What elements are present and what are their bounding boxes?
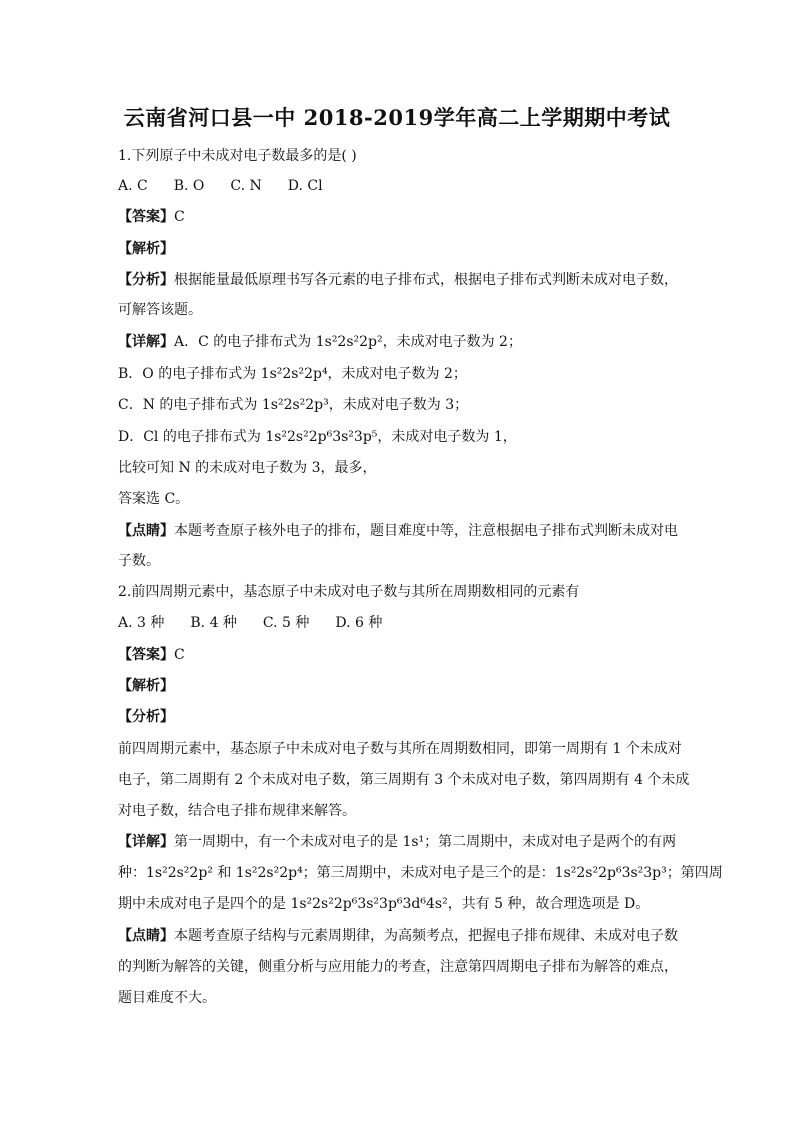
q2-option-b: B. 4 种 <box>190 615 237 631</box>
q2-option-a: A. 3 种 <box>118 615 165 631</box>
q1-compare: 比较可知 N 的未成对电子数为 3，最多， <box>118 460 377 476</box>
q2-dianjing-line-3: 题目难度不大。 <box>118 990 216 1006</box>
page-title: 云南省河口县一中 2018-2019学年高二上学期期中考试 <box>123 105 671 130</box>
q1-detail-a <box>118 332 522 352</box>
q1-options <box>118 176 349 196</box>
dianjing-tag: 【点睛】 <box>118 928 174 944</box>
q2-options <box>118 613 408 633</box>
q1-dianjing-line-2: 子数。 <box>118 553 160 569</box>
q2-jiexi-tag: 【解析】 <box>118 678 174 694</box>
q1-option-d: D. Cl <box>287 178 323 194</box>
q2-fenxi-line-2: 电子，第二周期有 2 个未成对电子数，第三周期有 3 个未成对电子数，第四周期有 4 个未成 <box>118 772 690 788</box>
q2-fenxi-tag: 【分析】 <box>118 709 174 725</box>
q1-jiexi-tag: 【解析】 <box>118 241 174 257</box>
q1-option-a: A. C <box>118 178 148 194</box>
q1-dianjing-line-1 <box>118 521 678 541</box>
q2-fenxi-line-1: 前四周期元素中，基态原子中未成对电子数与其所在周期数相同，即第一周期有 1 个未成对 <box>118 741 682 757</box>
q1-detail-d: D．Cl 的电子排布式为 1s²2s²2p⁶3s²3p⁵，未成对电子数为 1， <box>118 429 517 445</box>
q2-detail-line-1 <box>118 832 676 852</box>
q1-option-b: B. O <box>173 178 205 194</box>
xiangjie-tag: 【详解】 <box>118 334 174 350</box>
answer-tag: 【答案】 <box>118 209 174 225</box>
q2-fenxi-line-3: 对电子数，结合电子排布规律来解答。 <box>118 803 356 819</box>
q1-answer <box>118 207 185 227</box>
q1-option-c: C. N <box>230 178 262 194</box>
q2-option-c: C. 5 种 <box>262 615 310 631</box>
q2-dianjing-line-1 <box>118 926 678 946</box>
q1-fenxi-line-1 <box>118 270 678 290</box>
detail-text: A．C 的电子排布式为 1s²2s²2p²，未成对电子数为 2； <box>174 334 522 350</box>
q2-option-d: D. 6 种 <box>335 615 383 631</box>
q1-fenxi-line-2: 可解答该题。 <box>118 302 202 318</box>
dianjing-text: 本题考查原子结构与元素周期律，为高频考点，把握电子排布规律、未成对电子数 <box>174 928 678 944</box>
q1-detail-b: B．O 的电子排布式为 1s²2s²2p⁴，未成对电子数为 2； <box>118 366 467 382</box>
q2-question: 2.前四周期元素中，基态原子中未成对电子数与其所在周期数相同的元素有 <box>118 584 580 600</box>
fenxi-text: 根据能量最低原理书写各元素的电子排布式，根据电子排布式判断未成对电子数， <box>174 272 678 288</box>
dianjing-tag: 【点睛】 <box>118 523 174 539</box>
answer-value: C <box>174 647 185 663</box>
dianjing-text: 本题考查原子核外电子的排布，题目难度中等，注意根据电子排布式判断未成对电 <box>174 523 678 539</box>
q2-detail-line-3: 期中未成对电子是四个的是 1s²2s²2p⁶3s²3p⁶3d⁶4s²，共有 5 种，故合理选项是 D。 <box>118 896 650 912</box>
answer-value: C <box>174 209 185 225</box>
answer-tag: 【答案】 <box>118 647 174 663</box>
q2-detail-line-2: 种：1s²2s²2p² 和 1s²2s²2p⁴；第三周期中，未成对电子是三个的是：1s²2s²2p⁶3s²3p³；第四周 <box>118 865 723 881</box>
q1-question: 1.下列原子中未成对电子数最多的是( ) <box>118 148 357 164</box>
q1-detail-c: C．N 的电子排布式为 1s²2s²2p³，未成对电子数为 3； <box>118 397 469 413</box>
q2-answer <box>118 645 185 665</box>
xiangjie-tag: 【详解】 <box>118 834 174 850</box>
q1-conclude: 答案选 C。 <box>118 491 190 507</box>
fenxi-tag: 【分析】 <box>118 272 174 288</box>
detail-text: 第一周期中，有一个未成对电子的是 1s¹；第二周期中，未成对电子是两个的有两 <box>174 834 677 850</box>
q2-dianjing-line-2: 的判断为解答的关键，侧重分析与应用能力的考查，注意第四周期电子排布为解答的难点， <box>118 959 678 975</box>
